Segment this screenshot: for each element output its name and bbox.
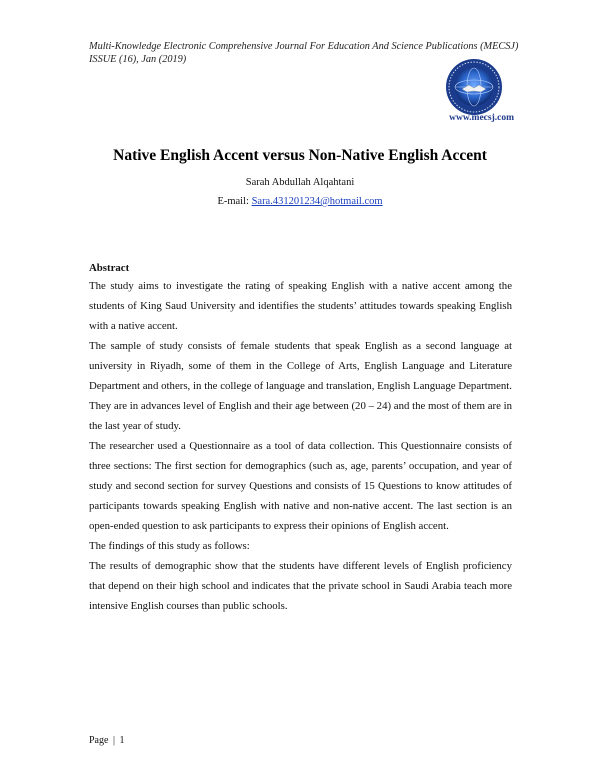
abstract-paragraph: The sample of study consists of female students that speak English as a second language at university in Riyadh, some of them in the College of Arts, English Language and Literature Department and others, in the college of language and translation, English Language Department. They are in advances level of English and their age between (20 – 24) and the most of them are in the last year of study. <box>89 340 512 432</box>
journal-logo <box>445 58 503 116</box>
page-number: 1 <box>119 735 125 746</box>
journal-issue: ISSUE (16), Jan (2019) <box>89 54 187 65</box>
abstract-paragraph: The study aims to investigate the rating of speaking English with a native accent among the students of King Saud University and identifies the students’ attitudes towards speaking English with a native accent. <box>89 280 512 332</box>
page-separator: | <box>112 735 115 746</box>
abstract-heading: Abstract <box>89 262 130 274</box>
author-email <box>0 196 600 207</box>
abstract-paragraph: The findings of this study as follows: <box>89 540 250 552</box>
author-name: Sarah Abdullah Alqahtani <box>245 177 355 188</box>
email-link[interactable]: Sara.431201234@hotmail.com <box>251 196 383 207</box>
journal-name: Multi-Knowledge Electronic Comprehensive Journal For Education And Science Publications (MECSJ) <box>89 41 519 52</box>
abstract-section <box>89 260 512 616</box>
journal-website-link[interactable]: www.mecsj.com <box>449 113 514 123</box>
page-label: Page <box>89 735 109 746</box>
page-footer <box>89 735 124 746</box>
globe-handshake-logo-icon <box>445 58 503 116</box>
article-title: Native English Accent versus Non-Native English Accent <box>113 147 487 164</box>
email-label: E-mail: <box>217 196 252 207</box>
abstract-paragraph: The results of demographic show that the students have different levels of English proficiency that depend on their high school and indicates that the private school in Saudi Arabia teach more intensive English courses than public schools. <box>89 560 512 612</box>
abstract-paragraph: The researcher used a Questionnaire as a tool of data collection. This Questionnaire consists of three sections: The first section for demographics (such as, age, parents’ occupation, and year of study and second section for survey Questions and consists of 15 Questions to know attitudes of participants towards speaking English with native and non-native accent. The last section is an open-ended question to ask participants to express their opinions of English accent. <box>89 440 512 532</box>
